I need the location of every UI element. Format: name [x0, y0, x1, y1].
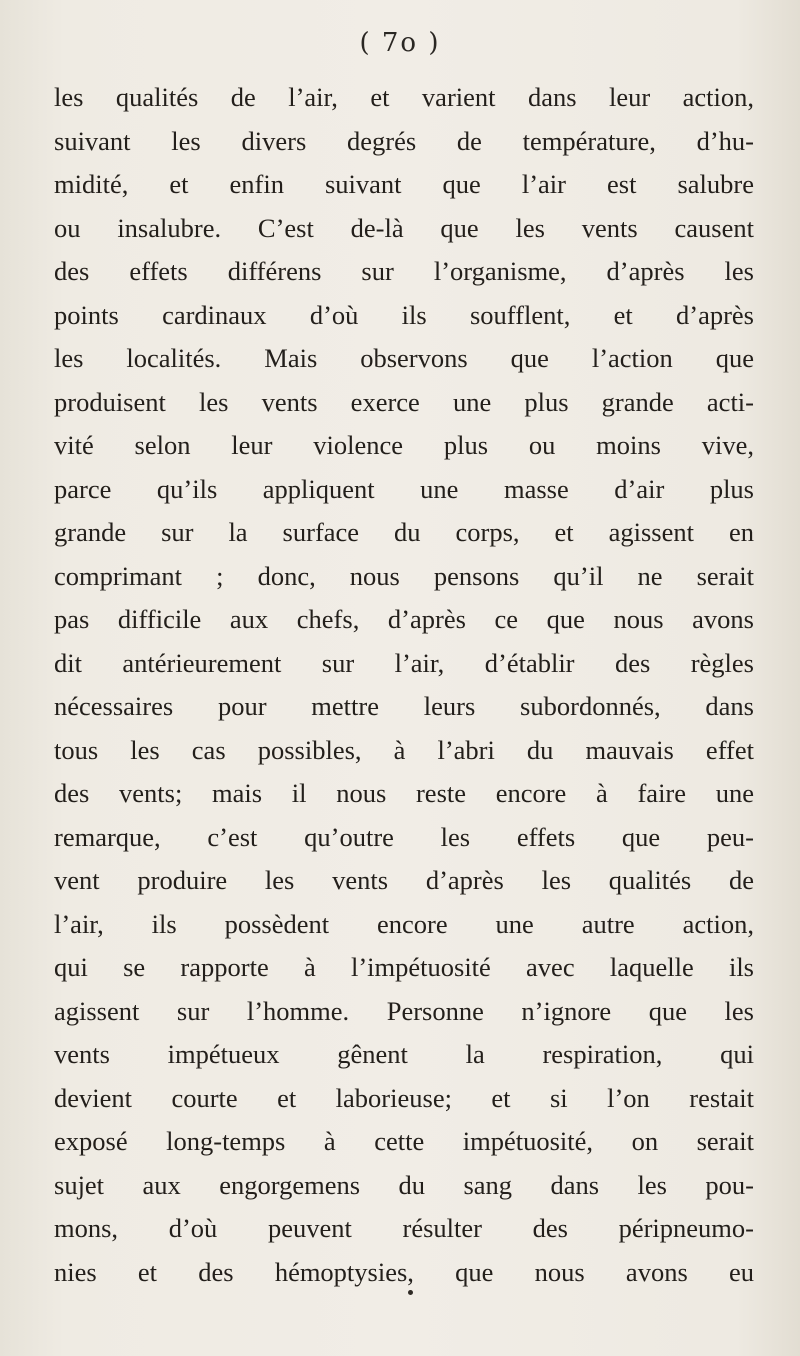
text-line: nies et des hémoptysies, que nous avons eu: [54, 1256, 754, 1287]
text-line: vité selon leur violence plus ou moins vive,: [54, 430, 754, 460]
text-line: dit antérieurement sur l’air, d’établir des règles: [54, 647, 754, 678]
text-line: l’air, ils possèdent encore une autre action,: [54, 908, 754, 939]
text-line: pas difficile aux chefs, d’après ce que nous avons: [54, 604, 754, 634]
text-line: ou insalubre. C’est de-là que les vents causent: [54, 212, 754, 243]
text-line: remarque, c’est qu’outre les effets que peu-: [54, 821, 754, 852]
text-line: les qualités de l’air, et varient dans leur action,: [54, 82, 754, 112]
body-text: [54, 76, 754, 1294]
text-line: sujet aux engorgemens du sang dans les pou-: [54, 1169, 754, 1200]
text-line: comprimant ; donc, nous pensons qu’il ne serait: [54, 560, 754, 591]
text-line: vents impétueux gênent la respiration, qui: [54, 1039, 754, 1069]
text-line: les localités. Mais observons que l’action que: [54, 343, 754, 373]
text-line: agissent sur l’homme. Personne n’ignore que les: [54, 995, 754, 1026]
page-number: ( 7o ): [359, 28, 441, 58]
text-line: mons, d’où peuvent résulter des péripneumo-: [54, 1213, 754, 1243]
text-line: nécessaires pour mettre leurs subordonnés, dans: [54, 691, 754, 721]
text-line: des vents; mais il nous reste encore à faire une: [54, 778, 754, 808]
text-line: suivant les divers degrés de température, d’hu-: [54, 125, 754, 156]
text-line: qui se rapporte à l’impétuosité avec laquelle ils: [54, 952, 754, 982]
text-line: midité, et enfin suivant que l’air est salubre: [54, 169, 754, 199]
text-line: exposé long-temps à cette impétuosité, on serait: [54, 1126, 754, 1156]
text-line: des effets différens sur l’organisme, d’après les: [54, 256, 754, 286]
ink-speck-icon: [408, 1290, 413, 1295]
text-line: grande sur la surface du corps, et agissent en: [54, 517, 754, 547]
text-line: vent produire les vents d’après les qualités de: [54, 865, 754, 895]
text-line: tous les cas possibles, à l’abri du mauvais effet: [54, 734, 754, 765]
text-line: produisent les vents exerce une plus grande acti-: [54, 386, 754, 417]
text-line: points cardinaux d’où ils soufflent, et d’après: [54, 299, 754, 330]
text-line: devient courte et laborieuse; et si l’on restait: [54, 1082, 754, 1113]
text-line: parce qu’ils appliquent une masse d’air plus: [54, 473, 754, 504]
